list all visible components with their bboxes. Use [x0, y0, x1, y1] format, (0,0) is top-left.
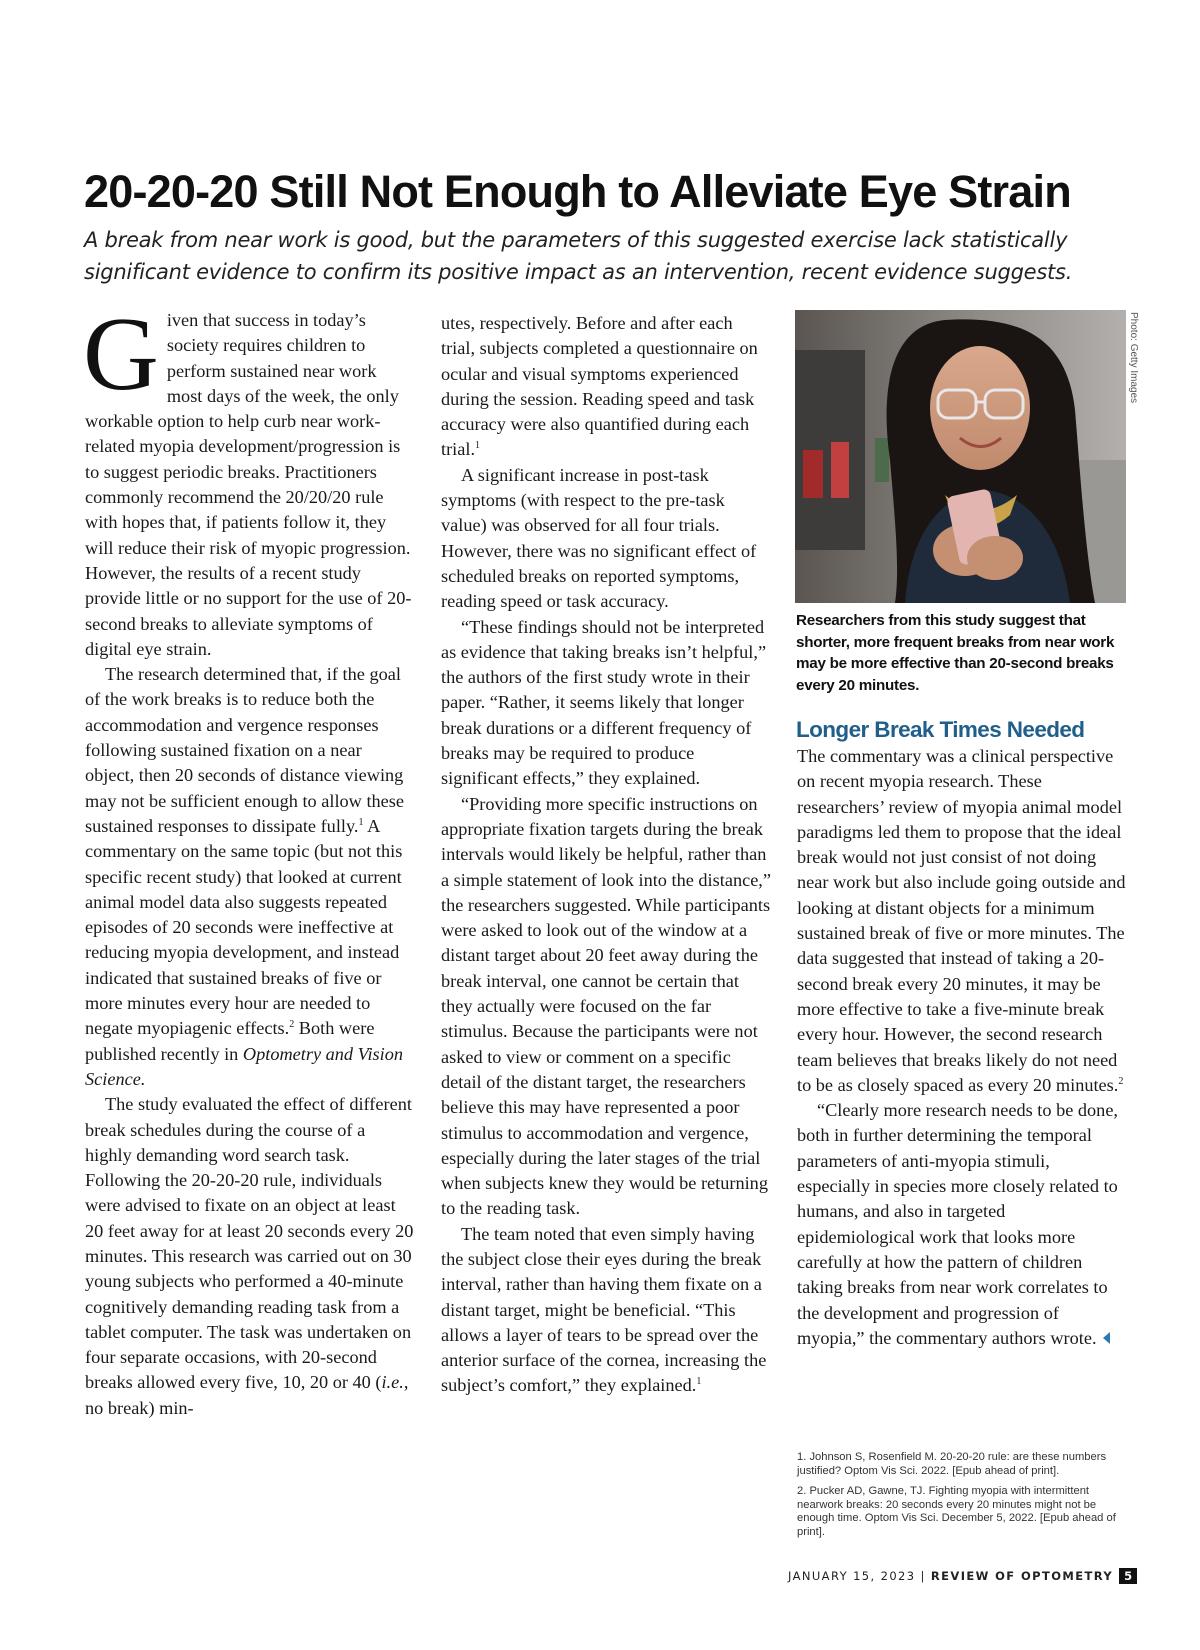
article-column-1	[83, 295, 415, 1421]
section-subhead: Longer Break Times Needed	[796, 717, 1085, 742]
magazine-name: REVIEW OF OPTOMETRY	[930, 1569, 1114, 1583]
reference-item: 2. Pucker AD, Gawne, TJ. Fighting myopia with intermittent nearwork breaks: 20 seconds every 20 minutes might not be enough time. Optom Vis Sci. December 5, 2022. [Epub ahead of print].	[797, 1485, 1116, 1538]
paragraph-text: i.e.	[381, 1372, 404, 1393]
paragraph-text: Both were published recently in	[85, 1018, 375, 1064]
page-number: 5	[1119, 1568, 1137, 1584]
paragraph-text: The team noted that even simply having the subject close their eyes during the break interval, rather than having them fixate on a distant target, might be beneficial. “This allows a layer of tears to be spread over the anterior surface of the cornea, increasing the subject’s comfort,” they explained.	[441, 1223, 767, 1396]
paragraph-text: A commentary on the same topic (but not this specific recent study) that looked at current animal model data also suggests repeated episodes of 20 seconds were ineffective at reducing myopia development, and instead indicated that sustained breaks of five or more minutes every hour are needed to negate myopiagenic effects.	[85, 815, 403, 1039]
paragraph-text: The study evaluated the effect of different break schedules during the course of a highly demanding word search task. Following the 20-20-20 rule, individuals were advised to fixate on an object at least 20 feet away for at least 20 seconds every 20 minutes. This research was carried out on 30 young subjects who performed a 40-minute cognitively demanding reading task from a tablet computer. The task was undertaken on four separate occasions, with 20-second breaks allowed every five, 10, 20 or 40 (	[85, 1094, 414, 1393]
paragraph	[441, 1222, 771, 1399]
issue-date: JANUARY 15, 2023	[788, 1569, 916, 1583]
footnote-ref: 1	[696, 1376, 702, 1388]
woman-with-phone-photo	[795, 310, 1126, 603]
paragraph-text: , no break) min-	[85, 1372, 409, 1418]
page-footer	[788, 1568, 1133, 1588]
paragraph: “These findings should not be interpreted as evidence that taking breaks isn’t helpful,” the authors of the first study wrote in their paper. “Rather, it seems likely that longer break durations or a different frequency of breaks may be required to produce significant effects,” they explained.	[441, 616, 767, 789]
paragraph-text: iven that success in today’s society requires children to perform sustained near work most days of the week, the only workable option to help curb near work-related myopia development/progression is to suggest periodic breaks. Practitioners commonly recommend the 20/20/20 rule with hopes that, if patients follow it, they will reduce their risk of myopic progression. However, the results of a recent study provide little or no support for the use of 20-second breaks to alleviate symptoms of digital eye strain.	[85, 310, 412, 659]
references	[797, 1451, 1127, 1546]
footer-separator: |	[915, 1569, 931, 1583]
drop-cap: G	[83, 295, 159, 412]
article-column-3	[797, 744, 1127, 1351]
footnote-ref: 2	[289, 1019, 295, 1031]
paragraph-text: The research determined that, if the goal of the work breaks is to reduce both the accommodation and vergence responses following sustained fixation on a near object, then 20 seconds of distance viewing may not be sufficient enough to allow these sustained responses to dissipate fully.	[85, 664, 405, 836]
article-photo	[795, 310, 1126, 603]
paragraph-text: “Clearly more research needs to be done, both in further determining the temporal parameters of anti-myopia stimuli, especially in species more closely related to humans, and also in targeted epidemiological work that looks more carefully at how the pattern of children taking breaks from near work correlates to the development and progression of myopia,” the commentary authors wrote.	[797, 1100, 1118, 1348]
article-column-2	[441, 311, 771, 1399]
paragraph	[441, 311, 771, 463]
paragraph	[85, 1092, 415, 1421]
headline: 20-20-20 Still Not Enough to Alleviate Eye Strain	[84, 166, 1071, 217]
paragraph-text: The commentary was a clinical perspective on recent myopia research. These researchers’ review of myopia animal model paradigms led them to propose that the ideal break would not just consist of not doing near work but also include going outside and looking at distant objects for a minimum sustained break of five or more minutes. The data suggested that instead of taking a 20-second break every 20 minutes, it may be more effective to take a five-minute break every hour. However, the second research team believes that breaks likely do not need to be as closely spaced as every 20 minutes.	[797, 746, 1126, 1095]
paragraph: A significant increase in post-task symptoms (with respect to the pre-task value) was observed for all four trials. However, there was no significant effect of scheduled breaks on reported symptoms, reading speed or task accuracy.	[441, 464, 757, 612]
paragraph	[797, 1098, 1127, 1351]
paragraph: “Providing more specific instructions on appropriate fixation targets during the break intervals would likely be helpful, rather than a simple statement of look into the distance,” the researchers suggested. While participants were asked to look out of the window at a distant target about 20 feet away during the break interval, one cannot be certain that they actually were focused on the far stimulus. Because the participants were not asked to view or comment on a specific detail of the distant target, the researchers believe this may have represented a poor stimulus to accommodation and vergence, especially during the later stages of the trial when subjects knew they would be returning to the reading task.	[441, 793, 771, 1219]
paragraph	[83, 295, 415, 662]
deck-subtitle: A break from near work is good, but the parameters of this suggested exercise lack statistically significant evidence to confirm its positive impact as an intervention, recent evidence suggests.	[84, 228, 1073, 284]
photo-credit: Photo: Getty Images	[1128, 312, 1139, 404]
paragraph	[85, 662, 415, 1092]
triangle-left-icon	[1103, 1332, 1110, 1344]
paragraph	[797, 744, 1127, 1098]
footnote-ref: 1	[475, 440, 481, 452]
photo-caption: Researchers from this study suggest that shorter, more frequent breaks from near work may be more effective than 20-second breaks every 20 minutes.	[796, 612, 1115, 694]
footnote-ref: 2	[1118, 1075, 1124, 1087]
paragraph-text: utes, respectively. Before and after each trial, subjects completed a questionnaire on ocular and visual symptoms experienced during the session. Reading speed and task accuracy were also quantified during each trial.	[441, 313, 758, 460]
footnote-ref: 1	[358, 816, 364, 828]
journal-name: Optometry and Vision Science.	[85, 1043, 404, 1089]
reference-item: 1. Johnson S, Rosenfield M. 20-20-20 rule: are these numbers justified? Optom Vis Sci. 2022. [Epub ahead of print].	[797, 1451, 1107, 1477]
